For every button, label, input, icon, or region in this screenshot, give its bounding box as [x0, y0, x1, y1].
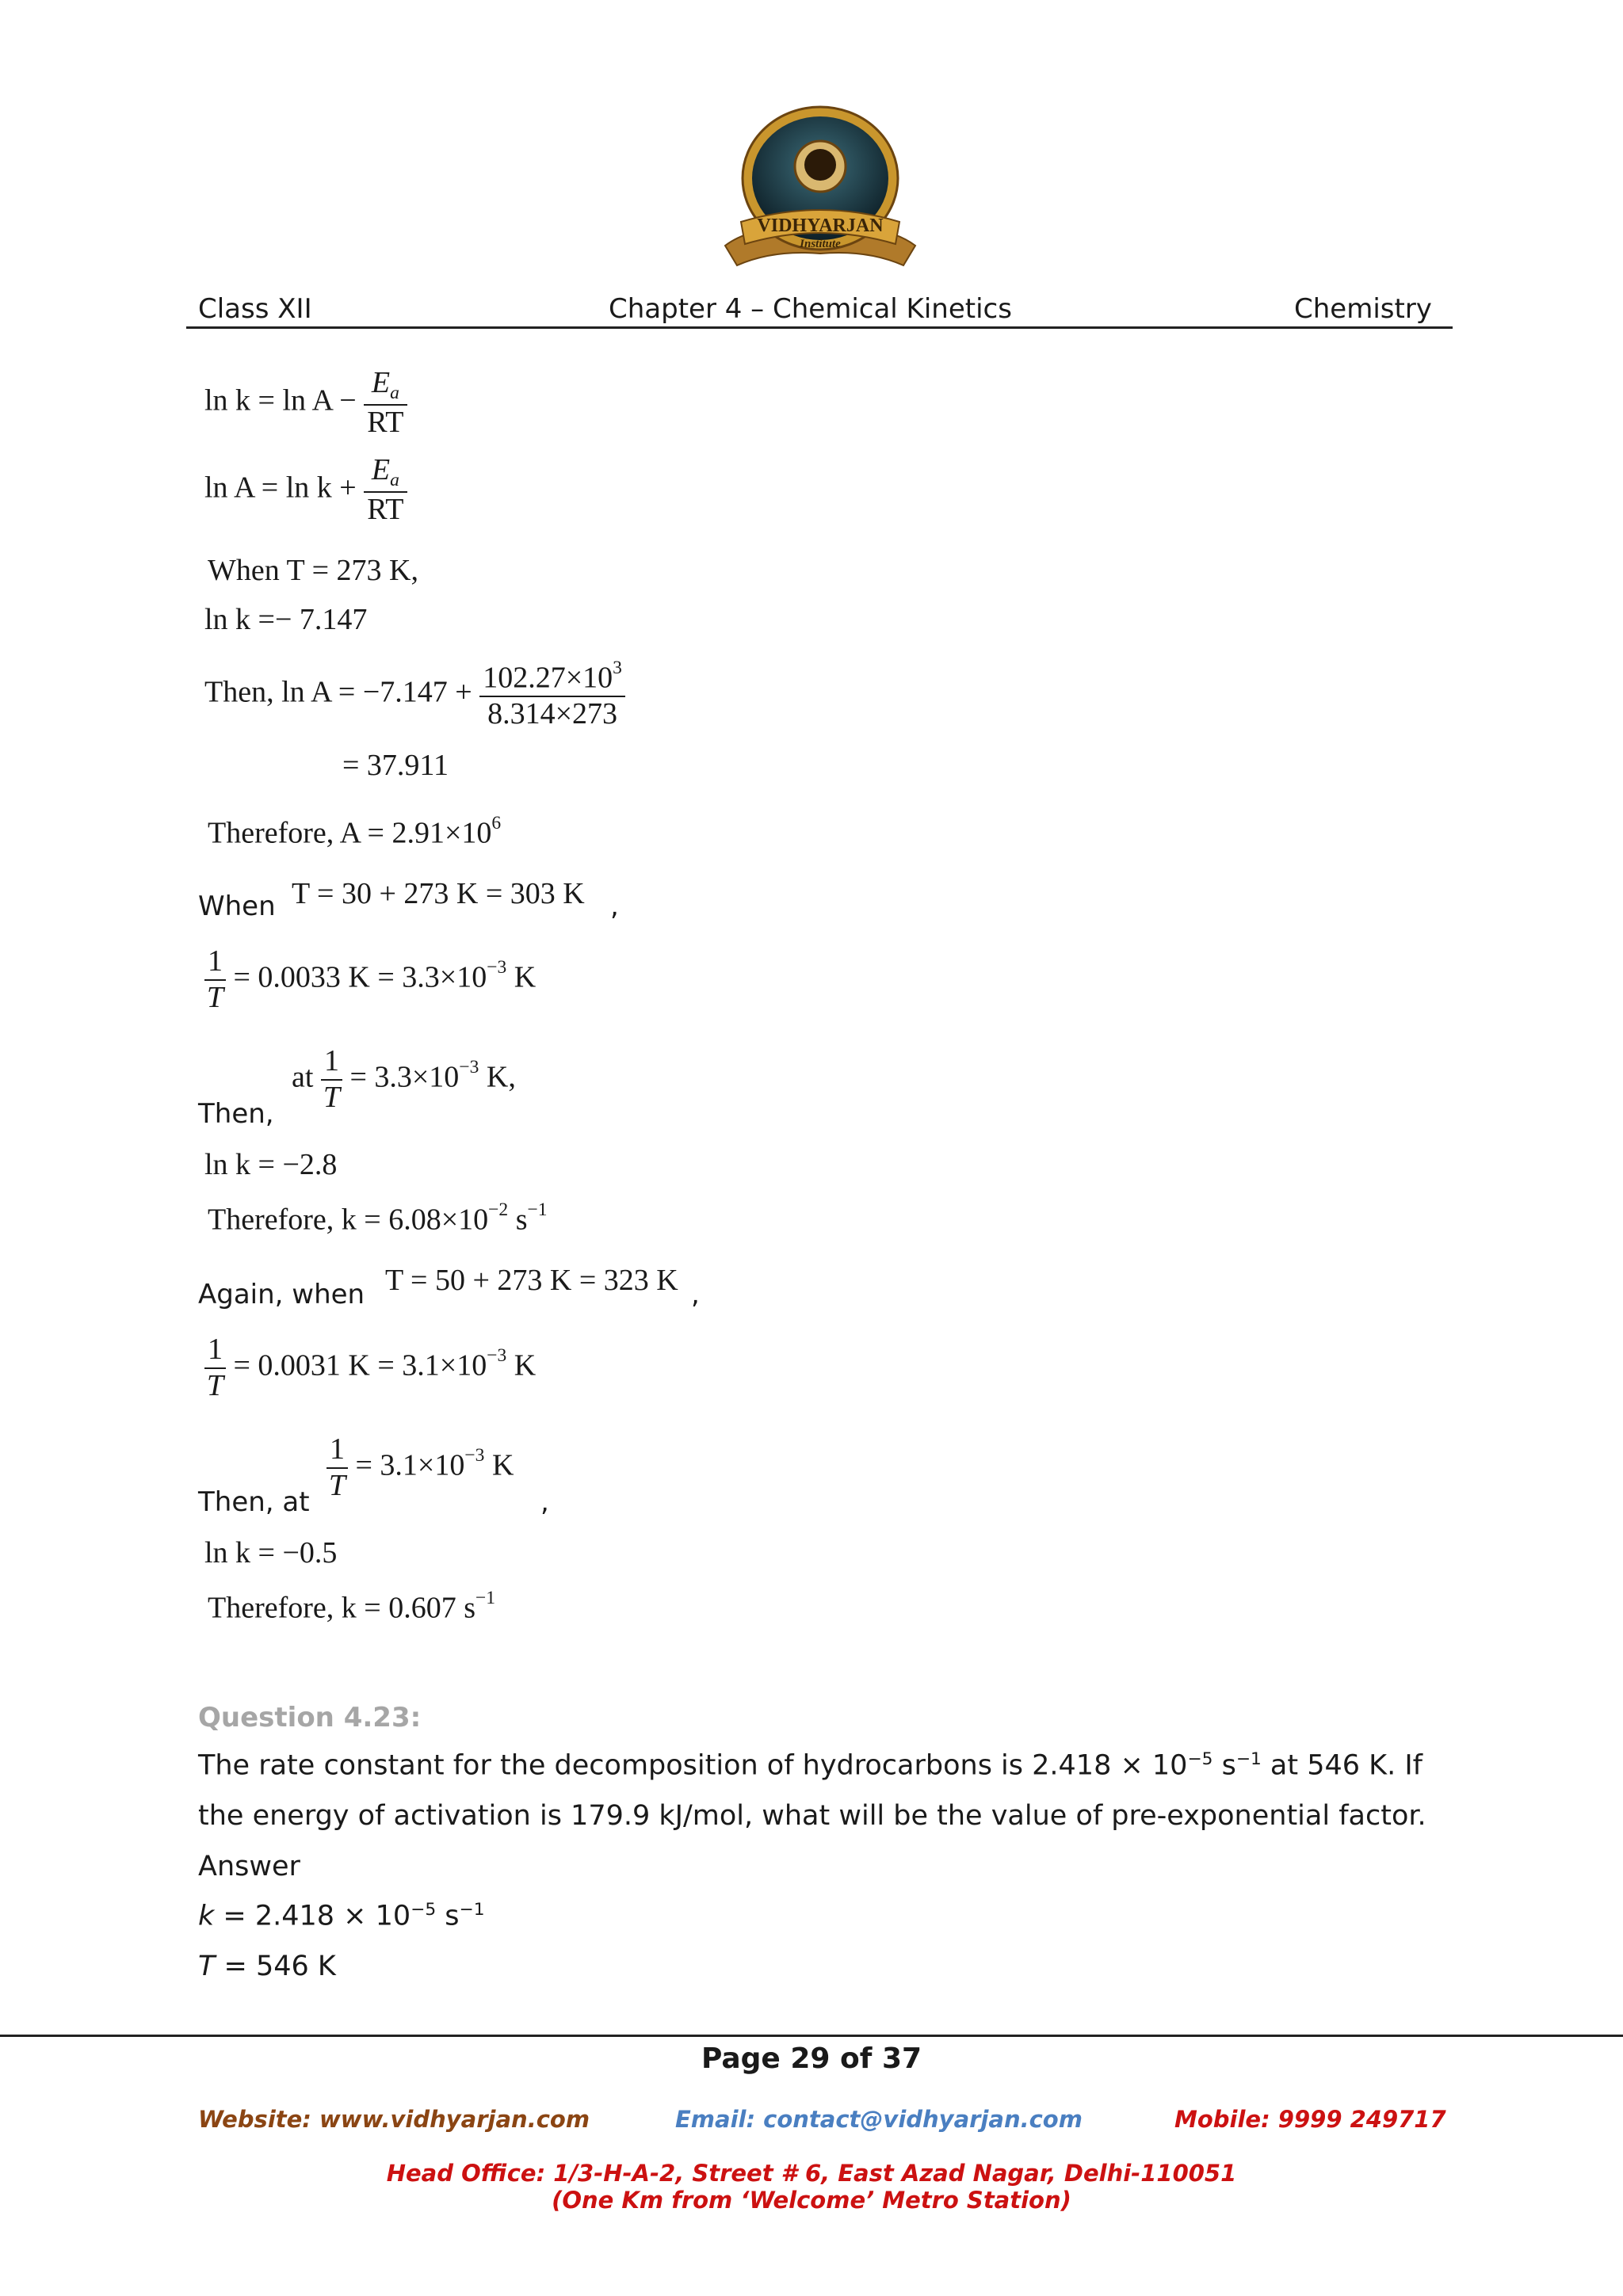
eq-ln-A: ln A = ln k + $\frac{E_a}{RT}$: [204, 453, 407, 528]
eq-at-303: at $\frac{1}{T} = 3.3\times 10^{-3}$ K,: [292, 1044, 516, 1114]
label-when: When: [198, 891, 276, 922]
label-then-1: Then,: [198, 1098, 274, 1130]
label-again-when: Again, when: [198, 1279, 365, 1310]
comma: ,: [610, 891, 619, 922]
header-chapter: Chapter 4 – Chemical Kinetics: [609, 293, 1012, 325]
footer-email[interactable]: Email: contact@vidhyarjan.com: [675, 2106, 1083, 2133]
svg-text:VIDHYARJAN: VIDHYARJAN: [757, 215, 884, 236]
eq-invT-323: $\frac{1}{T} = 0.0031$ $K = 3.1\times 10^{-3}$ K: [204, 1333, 536, 1403]
eq-T-323: T = 50 + 273 K = 323 K: [385, 1264, 678, 1297]
question-heading: Question 4.23:: [198, 1702, 422, 1733]
footer-metro-note: (One Km from ‘Welcome’ Metro Station): [552, 2187, 1071, 2214]
vidhyarjan-logo: [709, 103, 931, 285]
comma: ,: [691, 1279, 700, 1310]
eq-lnk-7147: ln k =− 7.147: [204, 603, 368, 636]
header-divider: [186, 326, 1453, 329]
svg-text:Institute: Institute: [800, 238, 841, 250]
eq-T-303: T = 30 + 273 K = 303 K: [292, 877, 585, 910]
footer-office-address: Head Office: 1/3-H-A-2, Street # 6, East Azad Nagar, Delhi-110051: [386, 2160, 1237, 2187]
eq-when-273: When T = 273 K,: [208, 554, 418, 587]
eq-lnk-28: ln k = −2.8: [204, 1148, 338, 1181]
answer-T: T = 546 K: [198, 1951, 336, 1982]
eq-therefore-k2: Therefore, k = 0.607 $s^{-1}$: [208, 1588, 496, 1625]
question-line-1: The rate constant for the decomposition of hydrocarbons is $2.418 \times 10^{-5}$ $s^{-1}$ at 546 K. If: [198, 1749, 1423, 1782]
footer-divider: [0, 2035, 1623, 2037]
eq-then-lnA: Then, ln A = −7.147 + $\frac{102.27\times 10^3}{8.314\times 273}$: [204, 658, 625, 732]
answer-label: Answer: [198, 1851, 300, 1882]
eq-lnk-05: ln k = −0.5: [204, 1536, 338, 1569]
eq-invT-303: $\frac{1}{T} = 0.0033$ $K = 3.3\times 10^{-3}$ K: [204, 944, 536, 1015]
label-then-at: Then, at: [198, 1486, 310, 1518]
footer-website[interactable]: Website: www.vidhyarjan.com: [198, 2106, 590, 2133]
eq-therefore-A: Therefore, $A = 2.91\times 10^6$: [208, 813, 502, 850]
eq-37911: = 37.911: [342, 749, 449, 782]
question-line-2: the energy of activation is 179.9 kJ/mol, what will be the value of pre-exponential factor.: [198, 1800, 1426, 1832]
answer-k: $k = 2.418 \times 10^{-5}$ $s^{-1}$: [198, 1900, 485, 1932]
header-subject: Chemistry: [1294, 293, 1432, 325]
page-number: Page 29 of 37: [701, 2042, 922, 2075]
comma: ,: [540, 1486, 549, 1518]
eq-at-323: $\frac{1}{T} = 3.1\times 10^{-3}$ K: [327, 1432, 514, 1503]
header-class: Class XII: [198, 293, 312, 325]
eq-ln-k: ln k = ln A − $\frac{E_a}{RT}$: [204, 366, 407, 441]
footer-mobile: Mobile: 9999 249717: [1174, 2106, 1446, 2133]
eq-therefore-k1: Therefore, $k = 6.08\times 10^{-2}$ $s^{-1}$: [208, 1199, 548, 1237]
